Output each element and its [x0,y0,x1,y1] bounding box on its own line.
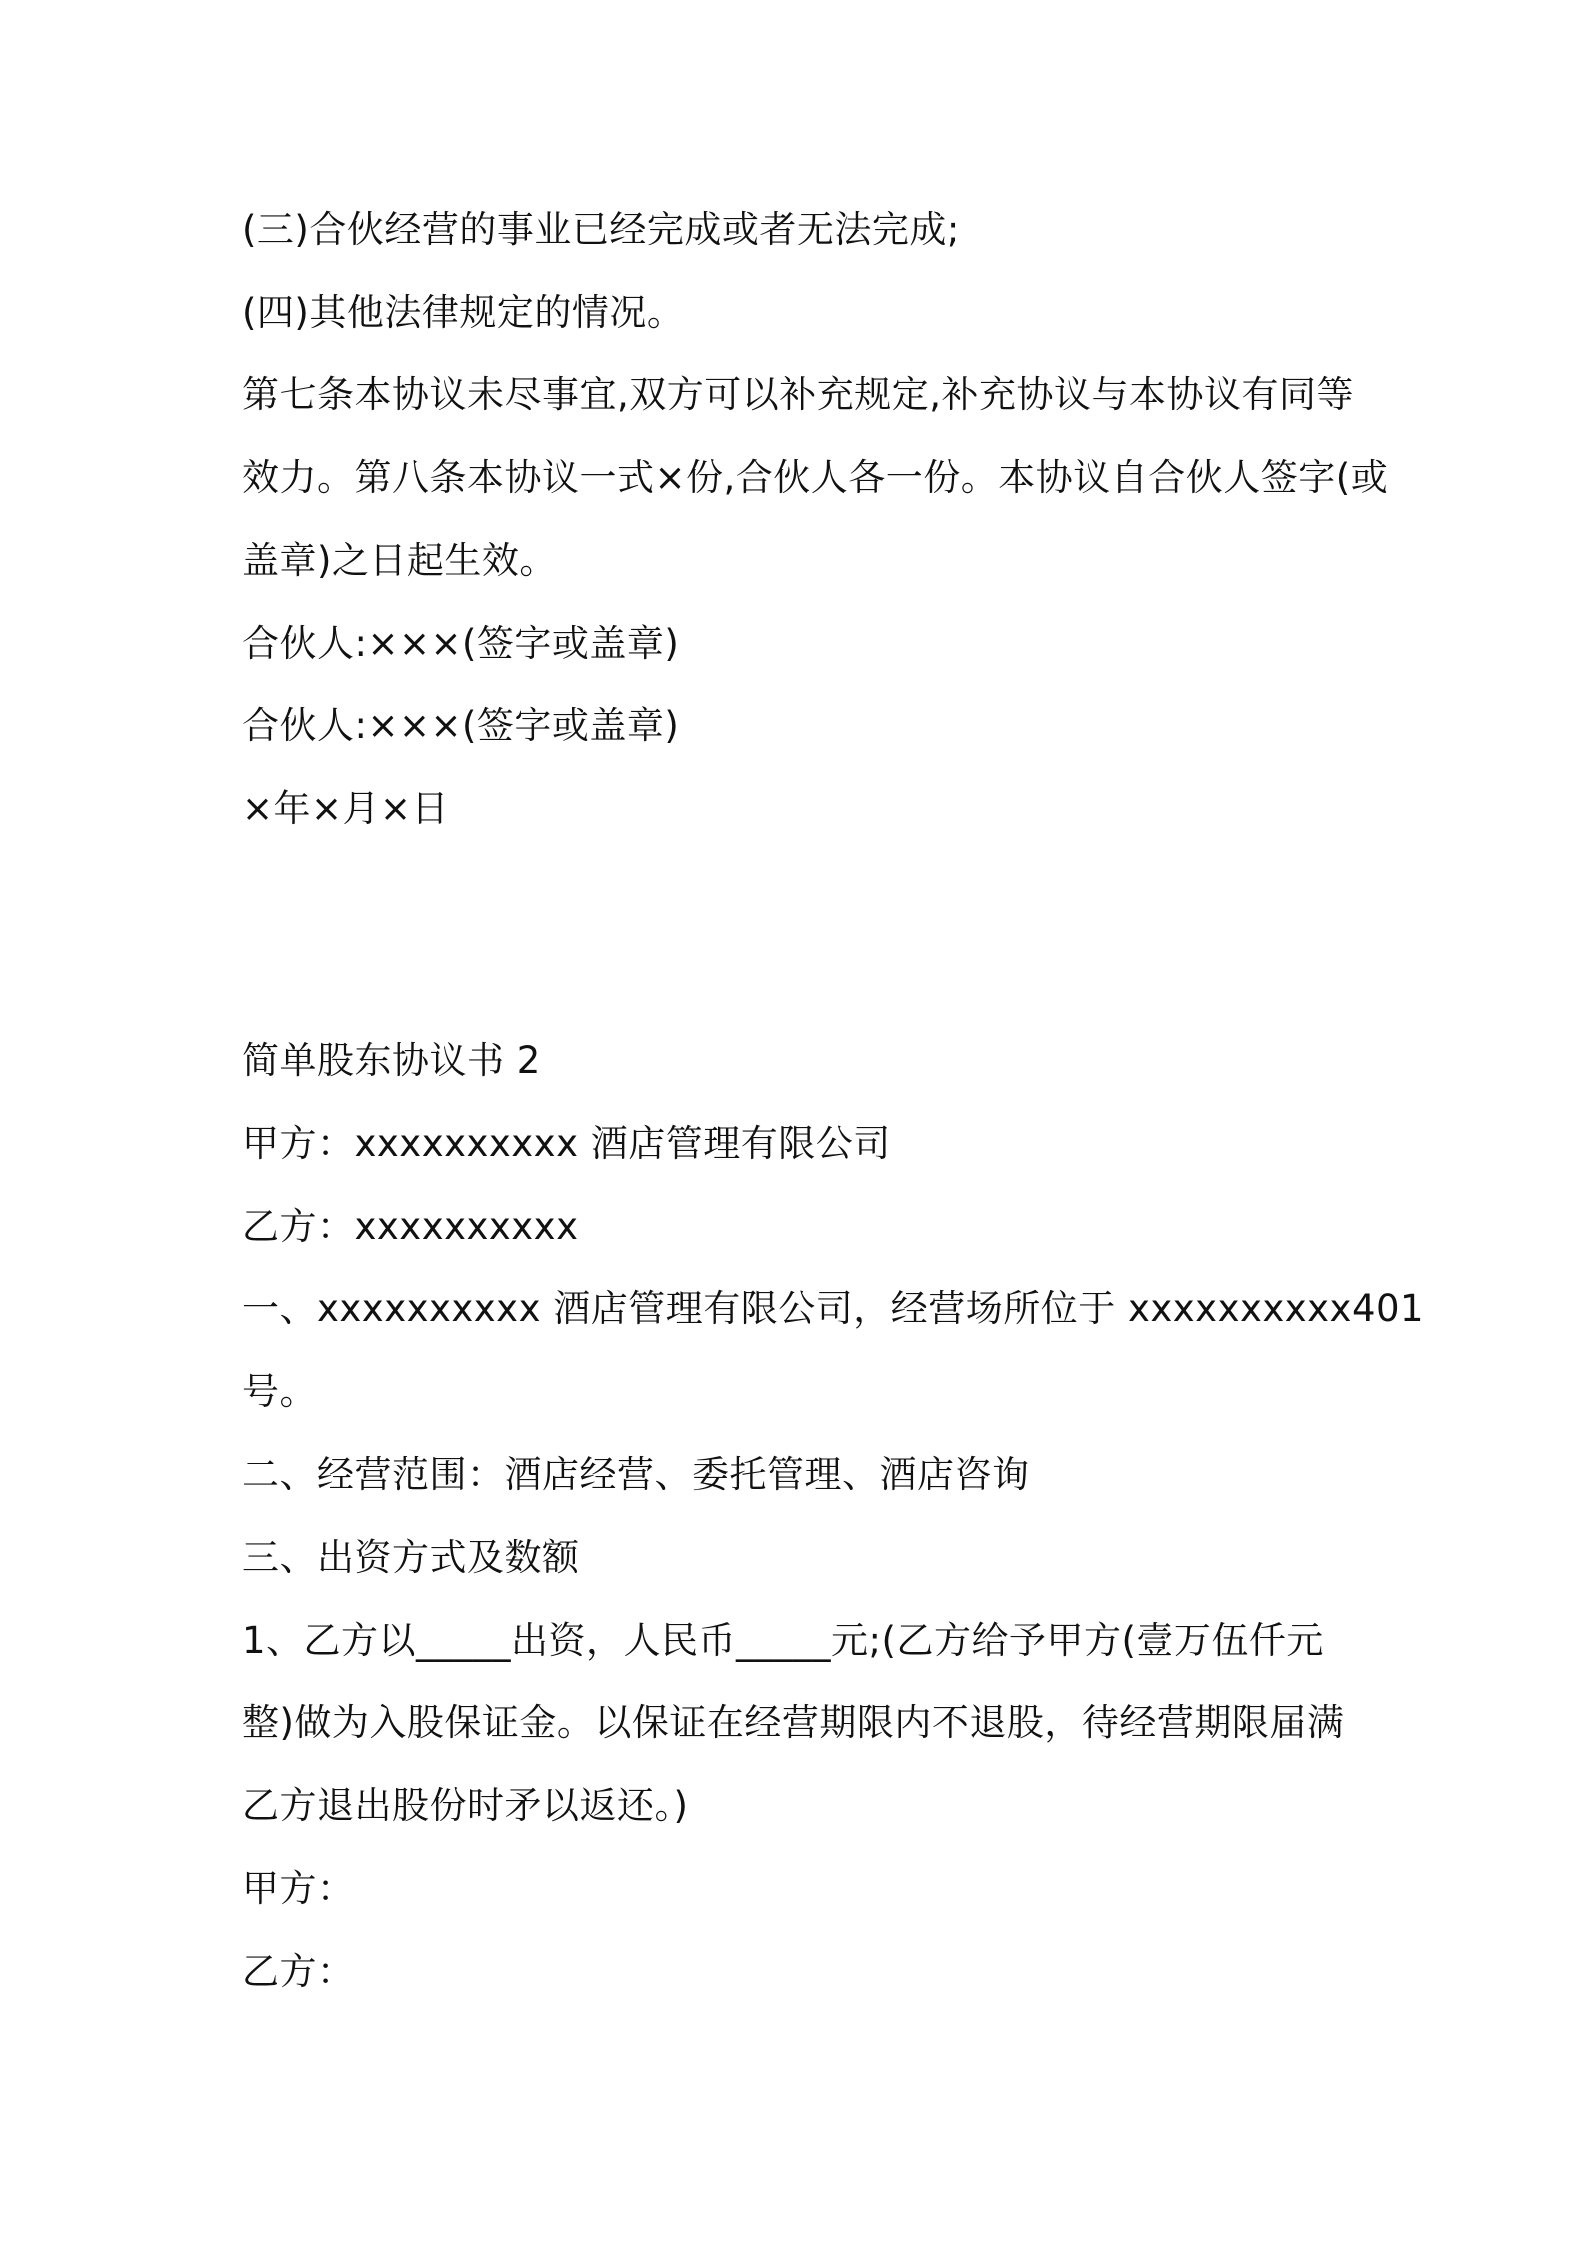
item-1-line-2: 号。 [242,1370,317,1413]
party-b-line: 乙方：xxxxxxxxxx [242,1205,579,1248]
section-title: 简单股东协议书 2 [242,1039,541,1082]
partner-signature-1: 合伙人:×××(签字或盖章) [242,622,680,665]
party-a-signature: 甲方： [242,1867,355,1910]
clause-4-line: (四)其他法律规定的情况。 [242,291,685,334]
clause-3-line: (三)合伙经营的事业已经完成或者无法完成; [242,208,960,251]
article-7-line-2: 效力。第八条本协议一式×份,合伙人各一份。本协议自合伙人签字(或 [242,456,1389,499]
party-b-signature: 乙方： [242,1950,355,1993]
signature-date: ×年×月×日 [242,787,450,830]
investment-line-2: 整)做为入股保证金。以保证在经营期限内不退股，待经营期限届满 [242,1701,1345,1744]
item-3-line: 三、出资方式及数额 [242,1536,580,1579]
article-7-line-3: 盖章)之日起生效。 [242,539,557,582]
partner-signature-2: 合伙人:×××(签字或盖章) [242,704,680,747]
party-a-line: 甲方：xxxxxxxxxx 酒店管理有限公司 [242,1122,891,1165]
investment-line-3: 乙方退出股份时矛以返还。) [242,1784,689,1827]
investment-line-1: 1、乙方以_____出资，人民币_____元;(乙方给予甲方(壹万伍仟元 [242,1619,1324,1662]
item-1-line-1: 一、xxxxxxxxxx 酒店管理有限公司，经营场所位于 xxxxxxxxxx401 [242,1287,1425,1330]
item-2-line: 二、经营范围：酒店经营、委托管理、酒店咨询 [242,1453,1030,1496]
article-7-line-1: 第七条本协议未尽事宜,双方可以补充规定,补充协议与本协议有同等 [242,373,1355,416]
